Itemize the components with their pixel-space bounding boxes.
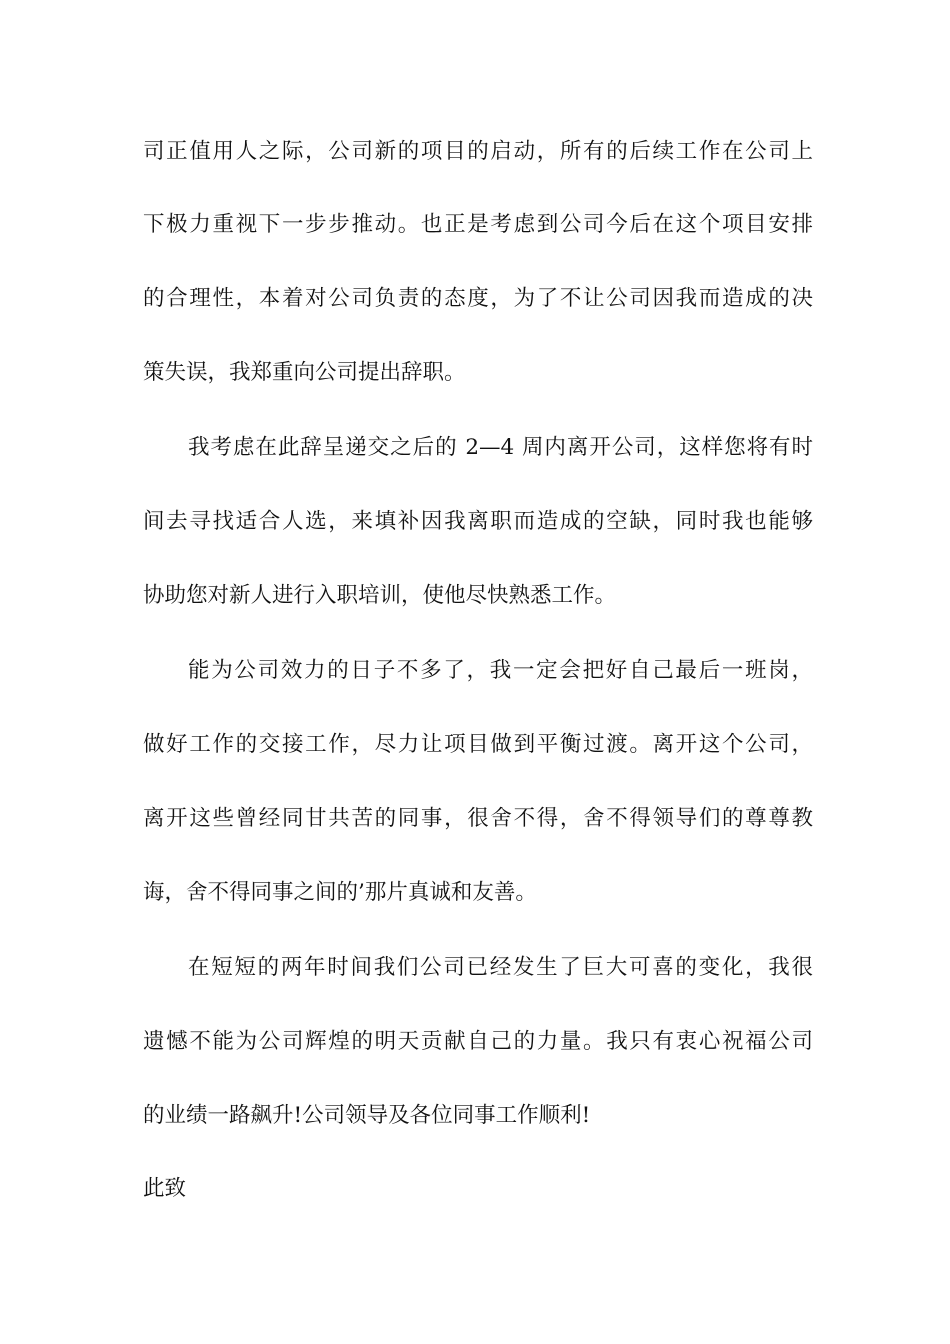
paragraph-4-line-1: 在短短的两年时间我们公司已经发生了巨大可喜的变化，我很 <box>188 955 813 980</box>
paragraph-1-line-3: 的合理性，本着对公司负责的态度，为了不让公司因我而造成的决 <box>143 286 813 311</box>
paragraph-1-line-4: 策失误，我郑重向公司提出辞职。 <box>143 360 466 385</box>
paragraph-3-line-2: 做好工作的交接工作，尽力让项目做到平衡过渡。离开这个公司， <box>143 732 813 757</box>
paragraph-3-line-4: 诲，舍不得同事之间的’那片真诚和友善。 <box>143 880 537 905</box>
paragraph-4-line-2: 遗憾不能为公司辉煌的明天贡献自己的力量。我只有衷心祝福公司 <box>143 1029 813 1054</box>
paragraph-2-line-1: 我考虑在此辞呈递交之后的 2—4 周内离开公司，这样您将有时 <box>188 435 813 460</box>
paragraph-4-line-3: 的业绩一路飙升!公司领导及各位同事工作顺利! <box>143 1103 591 1128</box>
paragraph-2-line-2: 间去寻找适合人选，来填补因我离职而造成的空缺，同时我也能够 <box>143 509 813 534</box>
closing-salutation: 此致 <box>143 1176 187 1201</box>
paragraph-1-line-2: 下极力重视下一步步推动。也正是考虑到公司今后在这个项目安排 <box>143 212 813 237</box>
paragraph-3-line-3: 离开这些曾经同甘共苦的同事，很舍不得，舍不得领导们的尊尊教 <box>143 806 813 831</box>
paragraph-3-line-1: 能为公司效力的日子不多了，我一定会把好自己最后一班岗， <box>188 658 813 683</box>
paragraph-2-line-3: 协助您对新人进行入职培训，使他尽快熟悉工作。 <box>143 583 617 608</box>
paragraph-1-line-1: 司正值用人之际，公司新的项目的启动，所有的后续工作在公司上 <box>143 139 813 164</box>
